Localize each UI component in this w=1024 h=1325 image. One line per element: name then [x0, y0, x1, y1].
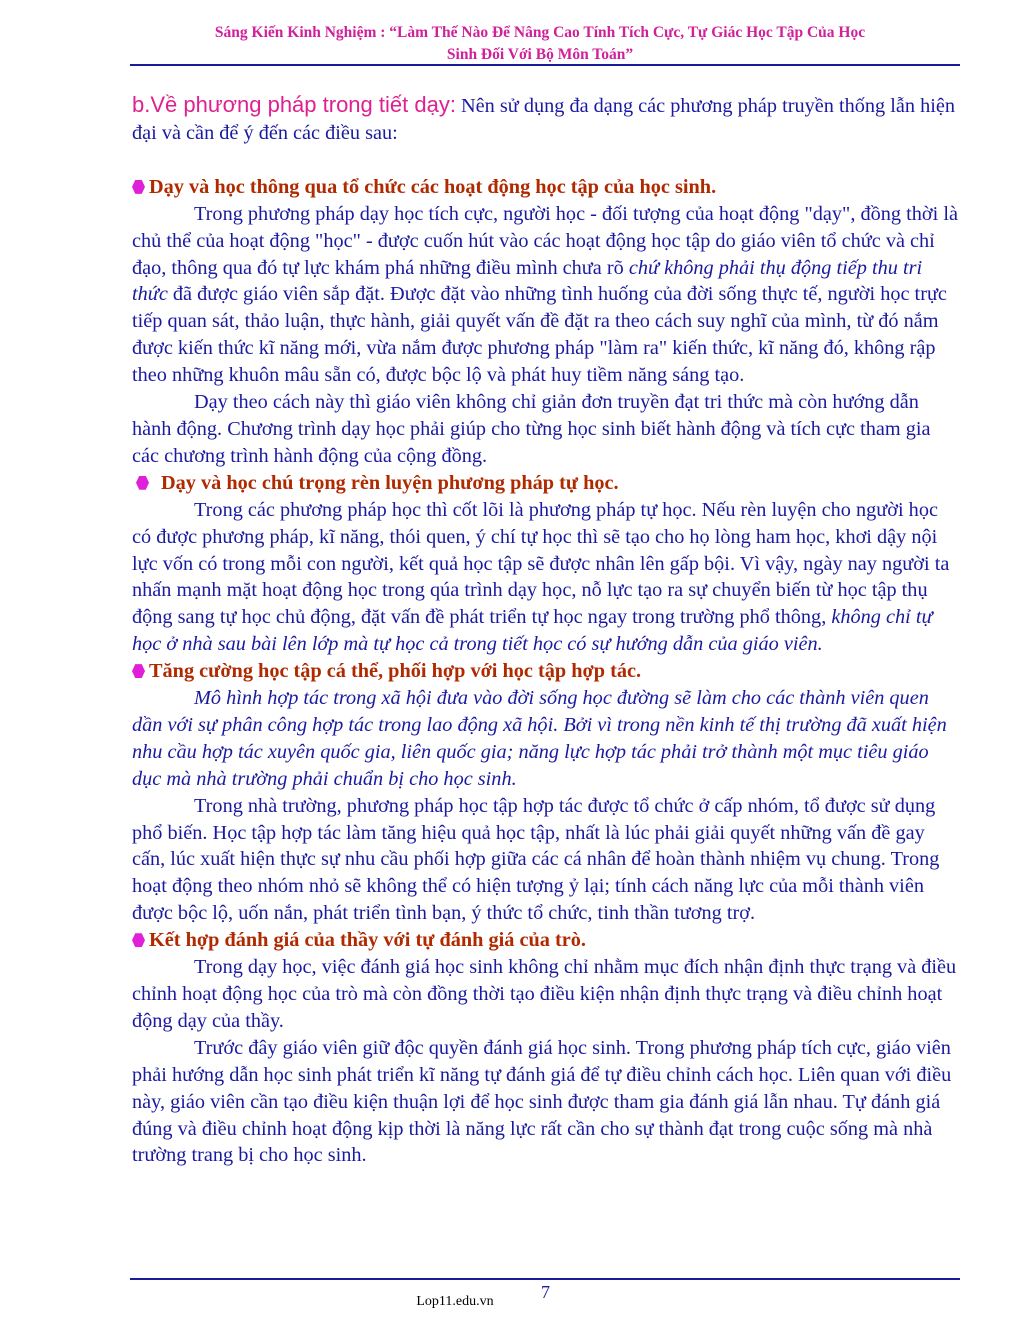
header-divider [130, 64, 960, 66]
bullet-heading-4 [132, 927, 962, 954]
document-body [132, 92, 962, 1169]
bullet-heading-3 [132, 658, 962, 685]
footer-divider [130, 1278, 960, 1280]
bullet-heading-1 [132, 174, 962, 201]
bullet-heading-2 [132, 470, 962, 497]
paragraph-text: Trong phương pháp dạy học tích cực, người học - đối tượng của hoạt động "dạy", đồng thời là chủ thể của hoạt động "học" - được cuốn hút vào các hoạt động học tập do giáo viên tổ chức và chỉ đạo, thông qua đó tự lực khám phá những điều mình chưa rõ [132, 202, 958, 279]
spacer [132, 147, 962, 174]
page-number: 7 [541, 1282, 550, 1302]
bullet-heading-text: Dạy và học chú trọng rèn luyện phương pháp tự học. [161, 471, 619, 494]
paragraph: Trong nhà trường, phương pháp học tập hợp tác được tổ chức ở cấp nhóm, tổ được sử dụng phổ biến. Học tập hợp tác làm tăng hiệu quả học tập, nhất là lúc phải giải quyết những vấn đề gay cấn, lúc xuất hiện thực sự nhu cầu phối hợp giữa các cá nhân để hoàn thành nhiệm vụ chung. Trong hoạt động theo nhóm nhỏ sẽ không thể có hiện tượng ỷ lại; tính cách năng lực của mỗi thành viên được bộc lộ, uốn nắn, phát triển tình bạn, ý thức tổ chức, tinh thần tương trợ. [132, 794, 940, 925]
paragraph-italic: Mô hình hợp tác trong xã hội đưa vào đời sống học đường sẽ làm cho các thành viên quen dần với sự phân công hợp tác trong lao động xã hội. Bởi vì trong nền kinh tế thị trường đã xuất hiện nhu cầu hợp tác xuyên quốc gia, liên quốc gia; năng lực hợp tác phải trở thành một mục tiêu giáo dục mà nhà trường phải chuẩn bị cho học sinh. [132, 687, 947, 790]
paragraph-text: đã được giáo viên sắp đặt. Được đặt vào những tình huống của đời sống thực tế, người học trực tiếp quan sát, thảo luận, thực hành, giải quyết vấn đề đặt ra theo cách suy nghĩ của mình, từ đó nắm được kiến thức kĩ năng mới, vừa nắm được phương pháp "làm ra" kiến thức, kĩ năng đó, không rập theo những khuôn mâu sẵn có, được bộc lộ và phát huy tiềm năng sáng tạo. [132, 283, 947, 387]
paragraph [132, 497, 962, 658]
page-header [120, 22, 960, 66]
paragraph: Trong dạy học, việc đánh giá học sinh không chỉ nhằm mục đích nhận định thực trạng và điều chỉnh hoạt động học của trò mà còn đồng thời tạo điều kiện nhận định thực trạng và điều chỉnh hoạt động dạy của thầy. [132, 956, 957, 1032]
paragraph-italic-text: chứ không phải thụ động tiếp thu tri thức [132, 256, 923, 306]
header-title-line-2: Sinh Đối Với Bộ Môn Toán” [446, 46, 634, 63]
section-label: b.Về phương pháp trong tiết dạy: [132, 92, 456, 117]
hexagon-bullet-icon [136, 476, 149, 490]
bullet-heading-text: Dạy và học thông qua tổ chức các hoạt động học tập của học sinh. [149, 175, 717, 198]
section-heading [132, 92, 962, 147]
hexagon-bullet-icon [132, 180, 145, 194]
footer-site-name: Lop11.edu.vn [416, 1294, 494, 1309]
bullet-heading-text: Kết hợp đánh giá của thầy với tự đánh giá của trò. [149, 929, 586, 952]
paragraph: Trước đây giáo viên giữ độc quyền đánh giá học sinh. Trong phương pháp tích cực, giáo viên phải hướng dẫn học sinh phát triển kĩ năng tự đánh giá để tự điều chỉnh cách học. Liên quan với điều này, giáo viên cần tạo điều kiện thuận lợi để học sinh được tham gia đánh giá lẫn nhau. Tự đánh giá đúng và điều chỉnh hoạt động kịp thời là năng lực rất cần cho sự thành đạt trong cuộc sống mà nhà trường trang bị cho học sinh. [132, 1036, 952, 1167]
header-title-line-1: Sáng Kiến Kinh Nghiệm : “Làm Thế Nào Để Nâng Cao Tính Tích Cực, Tự Giác Học Tập Của Học [214, 24, 866, 41]
bullet-heading-text: Tăng cường học tập cá thể, phối hợp với học tập hợp tác. [149, 660, 642, 683]
section-intro: Nên sử dụng đa dạng các phương pháp truyền thống lẫn hiện đại và cần để ý đến các điều sau: [132, 95, 955, 144]
hexagon-bullet-icon [132, 933, 145, 947]
paragraph [132, 201, 962, 389]
hexagon-bullet-icon [132, 664, 145, 678]
paragraph: Dạy theo cách này thì giáo viên không chỉ giản đơn truyền đạt tri thức mà còn hướng dẫn hành động. Chương trình dạy học phải giúp cho từng học sinh biết hành động và tích cực tham gia các chương trình hành động của cộng đồng. [132, 391, 931, 467]
paragraph-italic-text: không chỉ tự học ở nhà sau bài lên lớp mà tự học cả trong tiết học có sự hướng dẫn của giáo viên. [132, 606, 933, 656]
paragraph-text: Trong các phương pháp học thì cốt lõi là phương pháp tự học. Nếu rèn luyện cho người học có được phương pháp, kĩ năng, thói quen, ý chí tự học thì sẽ tạo cho họ lòng ham học, khơi dậy nội lực vốn có trong mỗi con người, kết quả học tập sẽ được nhân lên gấp bội. Vì vậy, ngày nay người ta nhấn mạnh mặt hoạt động học trong qúa trình dạy học, nỗ lực tạo ra sự chuyển biến từ học tập thụ động sang tự học chủ động, đặt vấn đề phát triển tự học ngay trong trường phổ thông, [132, 498, 950, 629]
